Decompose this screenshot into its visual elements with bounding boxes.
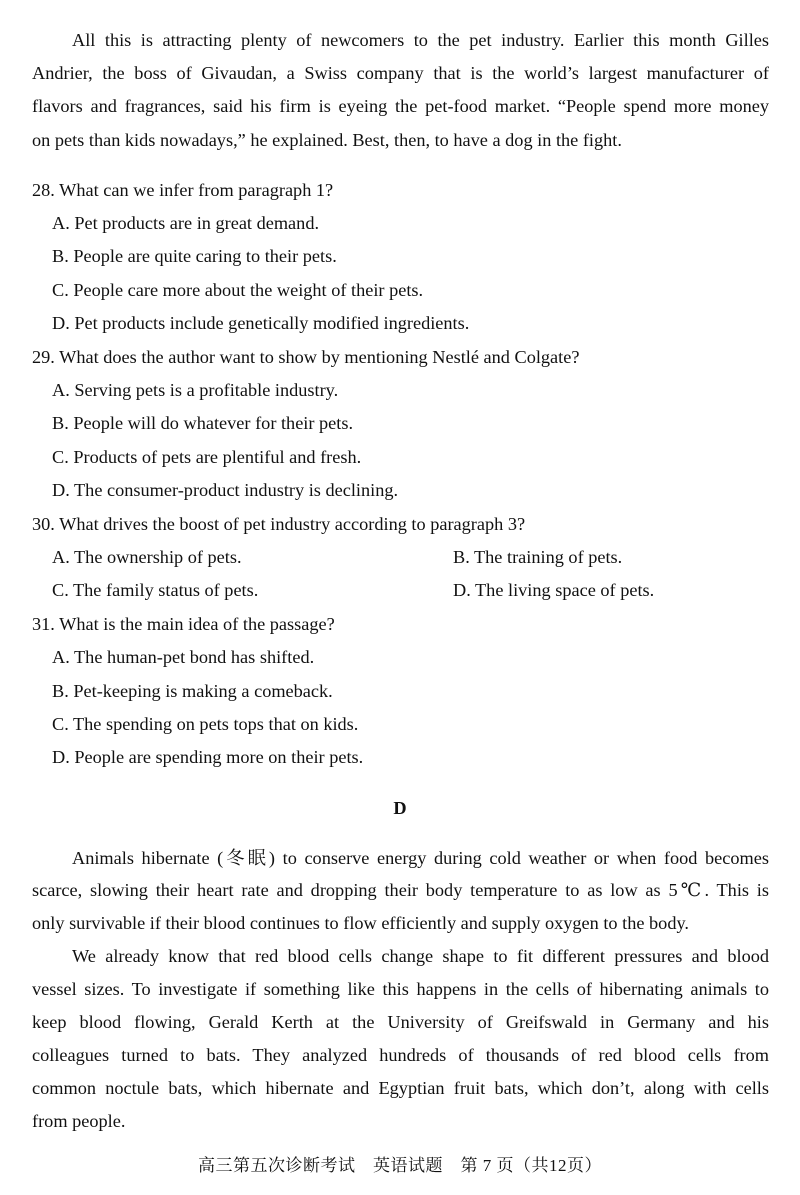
answer-option: C. Products of pets are plentiful and fresh.: [52, 446, 362, 467]
passage-line: scarce, slowing their heart rate and dropping their body temperature to as low as 5℃. This is: [32, 880, 769, 901]
passage-line: keep blood flowing, Gerald Kerth at the University of Greifswald in Germany and his: [32, 1011, 769, 1032]
answer-option: D. The living space of pets.: [453, 580, 655, 601]
section-heading: D: [393, 797, 407, 818]
answer-option: A. Serving pets is a profitable industry.: [52, 379, 339, 400]
answer-option: D. The consumer-product industry is declining.: [52, 480, 399, 501]
passage-line: We already know that red blood cells change shape to fit different pressures and blood: [72, 946, 769, 967]
question-stem: 30. What drives the boost of pet industry according to paragraph 3?: [32, 513, 526, 534]
passage-line: common noctule bats, which hibernate and Egyptian fruit bats, which don’t, along with cells: [32, 1077, 769, 1098]
question-stem: 28. What can we infer from paragraph 1?: [32, 179, 334, 200]
passage-line: from people.: [32, 1110, 126, 1131]
question-stem: 29. What does the author want to show by mentioning Nestlé and Colgate?: [32, 346, 580, 367]
passage-line: Andrier, the boss of Givaudan, a Swiss company that is the world’s largest manufacturer of: [32, 62, 769, 83]
answer-option: B. The training of pets.: [453, 546, 623, 567]
answer-option: C. People care more about the weight of their pets.: [52, 279, 424, 300]
answer-option: D. People are spending more on their pets.: [52, 747, 364, 768]
answer-option: C. The spending on pets tops that on kids.: [52, 713, 359, 734]
answer-option: C. The family status of pets.: [52, 580, 259, 601]
answer-option: A. The ownership of pets.: [52, 546, 242, 567]
passage-line: All this is attracting plenty of newcomers to the pet industry. Earlier this month Gilles: [72, 29, 769, 50]
question-stem: 31. What is the main idea of the passage?: [32, 613, 335, 634]
answer-option: B. People are quite caring to their pets.: [52, 246, 337, 267]
passage-line: Animals hibernate (冬眠) to conserve energy during cold weather or when food becomes: [72, 847, 769, 868]
passage-line: on pets than kids nowadays,” he explained. Best, then, to have a dog in the fight.: [32, 129, 622, 150]
answer-option: D. Pet products include genetically modified ingredients.: [52, 313, 470, 334]
answer-option: A. The human-pet bond has shifted.: [52, 647, 315, 668]
answer-option: B. People will do whatever for their pets.: [52, 413, 354, 434]
passage-line: flavors and fragrances, said his firm is eyeing the pet-food market. “People spend more money: [32, 96, 769, 117]
passage-line: only survivable if their blood continues to flow efficiently and supply oxygen to the body.: [32, 913, 689, 934]
passage-line: colleagues turned to bats. They analyzed hundreds of thousands of red blood cells from: [32, 1044, 769, 1065]
answer-option: A. Pet products are in great demand.: [52, 212, 320, 233]
answer-option: B. Pet-keeping is making a comeback.: [52, 680, 333, 701]
page-footer: 高三第五次诊断考试 英语试题 第 7 页（共12页）: [198, 1155, 602, 1175]
passage-line: vessel sizes. To investigate if something like this happens in the cells of hibernating animals to: [32, 979, 769, 1000]
